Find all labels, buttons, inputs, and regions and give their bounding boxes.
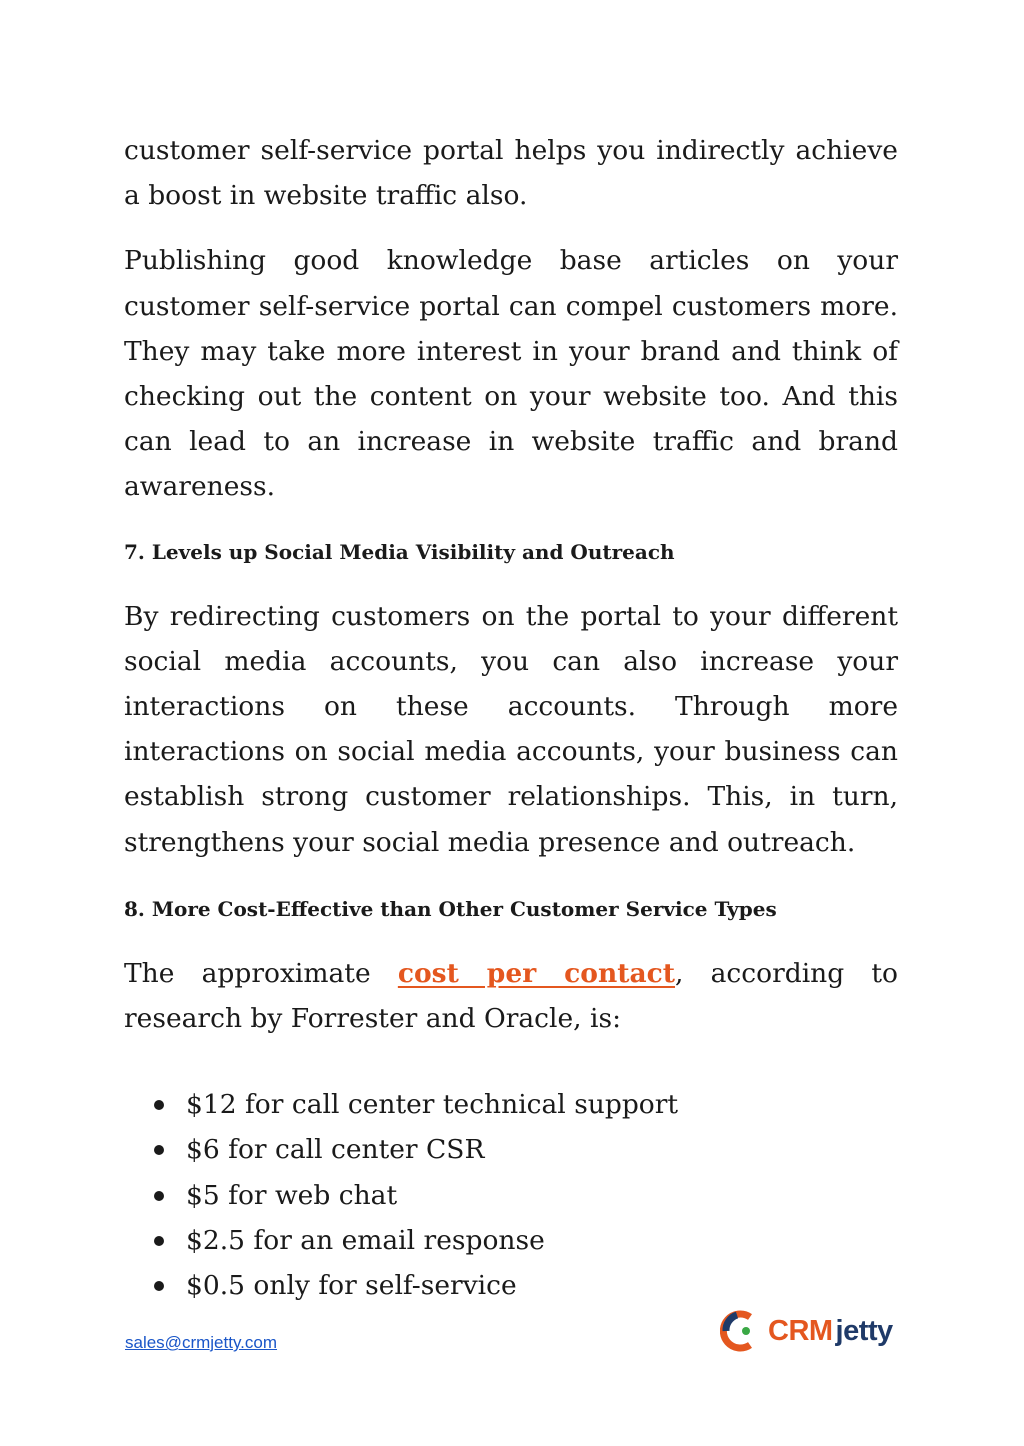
list-item	[154, 1082, 898, 1127]
cost-list	[124, 1082, 898, 1308]
list-item-text: $12 for call center technical support	[186, 1089, 679, 1121]
paragraph: By redirecting customers on the portal to your different social media accounts, you can also increase your interactions on these accounts. Through more interactions on social media accounts, your business can establish strong customer relationships. This, in turn, strengthens your social media presence and outreach.	[124, 600, 898, 858]
list-item-text: $2.5 for an email response	[186, 1224, 545, 1256]
paragraph: customer self-service portal helps you indirectly achieve a boost in website traffic also.	[124, 135, 898, 212]
logo-crm-text: CRM	[768, 1314, 833, 1347]
list-item-text: $5 for web chat	[186, 1179, 398, 1211]
list-item-text: $0.5 only for self-service	[186, 1270, 517, 1302]
list-item	[154, 1218, 898, 1263]
bullet-icon	[154, 1100, 164, 1110]
paragraph	[124, 951, 898, 1041]
paragraph-text: The approximate	[124, 957, 398, 989]
logo-jetty-text: jetty	[835, 1314, 893, 1347]
paragraph: Publishing good knowledge base articles on your customer self-service portal can compel customers more. They may take more interest in your brand and think of checking out the content on your website too. And this can lead to an increase in website traffic and brand awareness.	[124, 245, 898, 503]
section-heading-7: 7. Levels up Social Media Visibility and Outreach	[124, 539, 675, 564]
list-item-text: $6 for call center CSR	[186, 1134, 485, 1166]
list-item	[154, 1173, 898, 1218]
cost-per-contact-link[interactable]: cost per contact	[397, 957, 676, 989]
document-body	[124, 128, 898, 1308]
paragraph-text: , according to research by Forrester and Oracle, is:	[124, 957, 898, 1035]
bullet-icon	[154, 1281, 164, 1291]
bullet-icon	[154, 1145, 164, 1155]
list-item	[154, 1127, 898, 1172]
bullet-icon	[154, 1236, 164, 1246]
crmjetty-logo-icon	[720, 1309, 760, 1353]
section-heading-8: 8. More Cost-Effective than Other Customer Service Types	[124, 896, 777, 921]
crmjetty-logo	[720, 1306, 893, 1356]
bullet-icon	[154, 1191, 164, 1201]
email-link[interactable]: sales@crmjetty.com	[125, 1333, 278, 1352]
logo-wordmark	[768, 1315, 893, 1348]
list-item	[154, 1263, 898, 1308]
